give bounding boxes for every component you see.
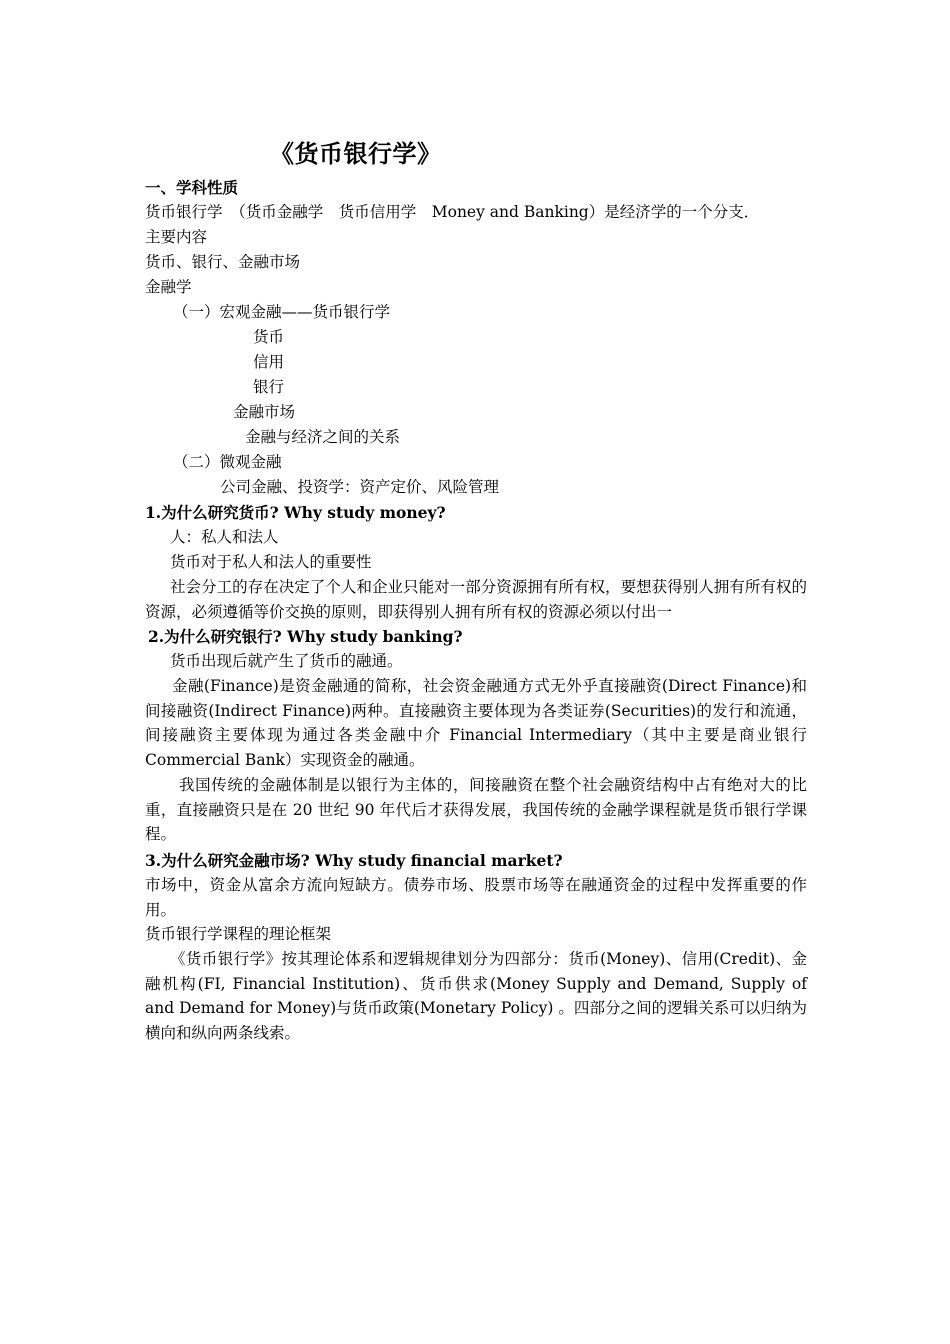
- q2-paragraph2: 我国传统的金融体制是以银行为主体的，间接融资在整个社会融资结构中占有绝对大的比重，直接融资只是在 20 世纪 90 年代后才获得发展，我国传统的金融学课程就是货币银行学课程。: [145, 776, 807, 844]
- section1-line: 货币银行学 （货币金融学 货币信用学 Money and Banking）是经济学的一个分支．: [145, 203, 760, 221]
- micro-items: 公司金融、投资学：资产定价、风险管理: [220, 478, 500, 496]
- micro-label: （二）微观金融: [173, 453, 282, 471]
- financial-market: 金融市场: [233, 403, 296, 421]
- section1-heading: 一、学科性质: [145, 178, 239, 197]
- q2-paragraph1: 金融(Finance)是资金融通的简称，社会资金融通方式无外乎直接融资(Direct Finance)和间接融资(Indirect Finance)两种。直接融资主要体现为各类证券(Securities)的发行和流通，间接融资主要体现为通过各类金融中介 Financial Intermediary（其中主要是商业银行 Commercial Bank）实现资金的融通。: [145, 677, 807, 769]
- document-title: 《货币银行学》: [270, 140, 442, 168]
- q3-paragraph: 市场中，资金从富余方流向短缺方。债券市场、股票市场等在融通资金的过程中发挥重要的作用。: [145, 876, 807, 919]
- framework-paragraph: 《货币银行学》按其理论体系和逻辑规律划分为四部分：货币(Money)、信用(Credit)、金融机构(FI, Financial Institution)、货币供求(Money Supply and Demand, Supply of and Demand for Money)与货币政策(Monetary Policy) 。四部分之间的逻辑关系可以归纳为横向和纵向两条线索。: [145, 950, 807, 1042]
- macro-item-money: 货币: [253, 328, 285, 346]
- q3-heading: 3.为什么研究金融市场? Why study financial market?: [145, 851, 563, 870]
- main-content-items: 货币、银行、金融市场: [145, 253, 301, 271]
- main-content-label: 主要内容: [145, 228, 208, 246]
- q1-line2: 货币对于私人和法人的重要性: [170, 553, 372, 571]
- q1-line1: 人：私人和法人: [170, 528, 279, 546]
- finance-label: 金融学: [145, 278, 192, 296]
- macro-item-bank: 银行: [253, 378, 285, 396]
- macro-label: （一）宏观金融——货币银行学: [173, 303, 391, 321]
- q2-heading: 2.为什么研究银行? Why study banking?: [148, 627, 463, 646]
- finance-economy: 金融与经济之间的关系: [245, 428, 401, 446]
- q1-paragraph: 社会分工的存在决定了个人和企业只能对一部分资源拥有所有权，要想获得别人拥有所有权的资源，必须遵循等价交换的原则，即获得别人拥有所有权的资源必须以付出一: [145, 578, 807, 621]
- q2-line1: 货币出现后就产生了货币的融通。: [170, 652, 403, 670]
- framework-label: 货币银行学课程的理论框架: [145, 925, 332, 943]
- macro-item-credit: 信用: [253, 353, 285, 371]
- q1-heading: 1.为什么研究货币? Why study money?: [145, 503, 446, 522]
